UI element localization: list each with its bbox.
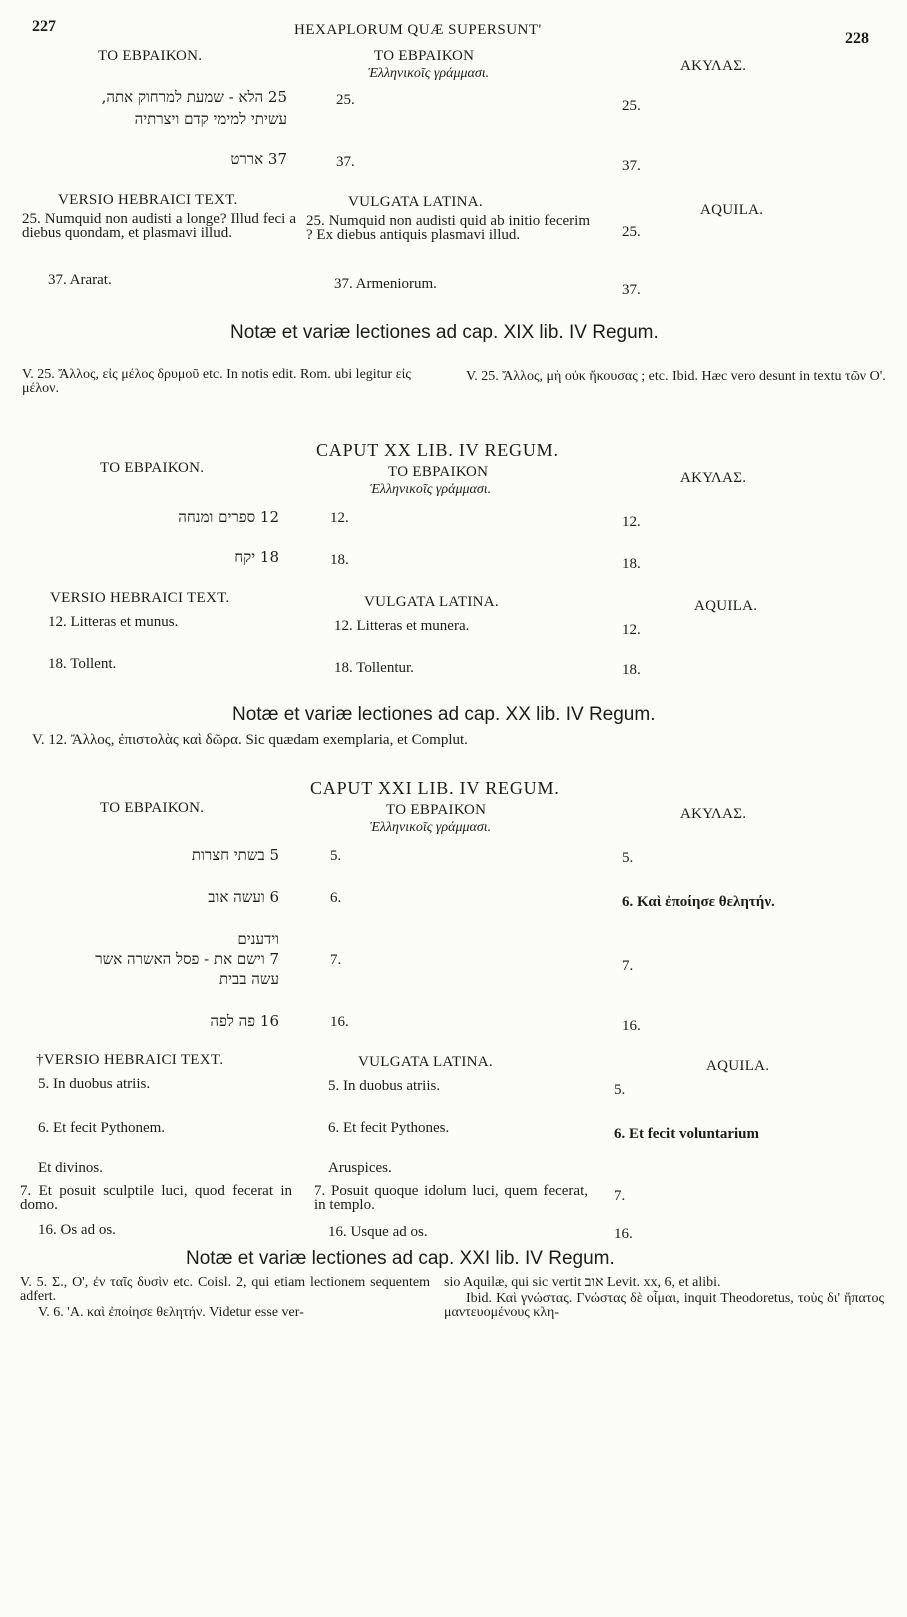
greek-verse-5: 5.	[330, 848, 342, 864]
aquila-latin-verse-25: 25.	[622, 224, 641, 240]
aquila-verse-37: 37.	[622, 158, 641, 174]
notae-title-xxi: Notæ et variæ lectiones ad cap. XXI lib. IV Regum.	[186, 1248, 615, 1269]
vulgata-verse-16: 16. Usque ad os.	[328, 1224, 428, 1240]
greek-verse-7: 7.	[330, 952, 342, 968]
aquila-verse-5: 5.	[622, 850, 634, 866]
hebrew-text-5: 5 בשתי חצרות	[191, 846, 279, 864]
versio-header: VERSIO HEBRAICI TEXT.	[58, 192, 238, 208]
notae-title-xx: Notæ et variæ lectiones ad cap. XX lib. IV Regum.	[232, 704, 656, 725]
aquila-verse-25: 25.	[622, 98, 641, 114]
aquila-latin-verse-18: 18.	[622, 662, 641, 678]
greek-verse-16: 16.	[330, 1014, 349, 1030]
hebrew-text-6: 6 ועשה אוב	[208, 888, 279, 906]
versio-verse-18: 18. Tollent.	[48, 656, 117, 672]
col-subheader-greek: Ἑλληνικοῖς γράμμασι.	[370, 482, 492, 497]
greek-verse-18: 18.	[330, 552, 349, 568]
notae-xx-line: V. 12. Ἄλλος, ἐπιστολὰς καὶ δῶρα. Sic quædam exemplaria, et Complut.	[32, 732, 468, 748]
aquila-verse-12: 12.	[622, 514, 641, 530]
vulgata-verse-7: 7. Posuit quoque idolum luci, quem fecerat, in templo.	[314, 1183, 588, 1213]
versio-verse-6b: Et divinos.	[38, 1160, 104, 1176]
versio-header: VERSIO HEBRAICI TEXT.	[50, 590, 230, 606]
col-header-greek: ΤΟ ΕΒΡΑΙΚΟΝ	[386, 802, 487, 818]
vulgata-verse-18: 18. Tollentur.	[334, 660, 414, 676]
hebrew-text-12: 12 ספרים ומנחה	[178, 508, 279, 526]
page-number-left: 227	[32, 18, 56, 35]
notae-xix-right: V. 25. Ἄλλος, μὴ οὐκ ἤκουσας ; etc. Ibid. Hæc vero desunt in textu τῶν Ο'.	[466, 369, 886, 384]
col-header-aquila: ΑΚΥΛΑΣ.	[680, 806, 747, 822]
running-title: HEXAPLORUM QUÆ SUPERSUNT'	[294, 22, 542, 38]
col-header-aquila: ΑΚΥΛΑΣ.	[680, 58, 747, 74]
versio-verse-5: 5. In duobus atriis.	[38, 1076, 151, 1092]
page-number-right: 228	[845, 30, 869, 47]
hebrew-text-25b: עשיתי למימי קדם ויצרתיה	[134, 110, 287, 128]
col-header-hebrew: ΤΟ ΕΒΡΑΙΚΟΝ.	[98, 48, 203, 64]
notae-xix-left: V. 25. Ἄλλος, εἰς μέλος δρυμοῦ etc. In notis edit. Rom. ubi legitur εἰς μέλον.	[22, 367, 411, 396]
aquila-latin-verse-6: 6. Et fecit voluntarium	[614, 1126, 759, 1142]
caput-xx-heading: CAPUT XX LIB. IV REGUM.	[316, 440, 559, 460]
versio-verse-16: 16. Os ad os.	[38, 1222, 116, 1238]
vulgata-verse-6: 6. Et fecit Pythones.	[328, 1120, 450, 1136]
vulgata-verse-25: 25. Numquid non audisti quid ab initio fecerim ? Ex diebus antiquis plasmavi illud.	[306, 213, 590, 243]
notae-xxi-left-2: V. 6. 'Α. καὶ ἐποίησε θελητήν. Videtur esse ver-	[38, 1305, 304, 1320]
versio-verse-12: 12. Litteras et munus.	[48, 614, 179, 630]
vulgata-verse-12: 12. Litteras et munera.	[334, 618, 470, 634]
versio-verse-7: 7. Et posuit sculptile luci, quod fecerat in domo.	[20, 1183, 292, 1213]
hebrew-text-37: 37 אררט	[230, 150, 287, 168]
notae-xxi-right-1: sio Aquilæ, qui sic vertit אוב Levit. xx, 6, et alibi.	[444, 1275, 721, 1290]
vulgata-verse-37: 37. Armeniorum.	[334, 276, 437, 292]
col-subheader-greek: Ἑλληνικοῖς γράμμασι.	[368, 66, 490, 81]
caput-xxi-heading: CAPUT XXI LIB. IV REGUM.	[310, 778, 560, 798]
vulgata-verse-6b: Aruspices.	[328, 1160, 392, 1176]
col-subheader-greek: Ἑλληνικοῖς γράμμασι.	[370, 820, 492, 835]
aquila-verse-18: 18.	[622, 556, 641, 572]
aquila-latin-verse-12: 12.	[622, 622, 641, 638]
greek-verse-12: 12.	[330, 510, 349, 526]
vulgata-header: VULGATA LATINA.	[364, 594, 499, 610]
greek-verse-25: 25.	[336, 92, 355, 108]
aquila-header: AQUILA.	[694, 598, 758, 614]
notae-title-xix: Notæ et variæ lectiones ad cap. XIX lib. IV Regum.	[230, 322, 659, 343]
hebrew-text-7-pre: וידענים	[237, 930, 279, 948]
col-header-aquila: ΑΚΥΛΑΣ.	[680, 470, 747, 486]
aquila-latin-verse-37: 37.	[622, 282, 641, 298]
hebrew-text-16: 16 פה לפה	[210, 1012, 279, 1030]
aquila-verse-7: 7.	[622, 958, 634, 974]
versio-verse-6: 6. Et fecit Pythonem.	[38, 1120, 166, 1136]
col-header-greek: ΤΟ ΕΒΡΑΙΚΟΝ	[374, 48, 475, 64]
aquila-verse-16: 16.	[622, 1018, 641, 1034]
hebrew-text-7: 7 וישם את - פסל האשרה אשר	[95, 950, 279, 968]
aquila-verse-6: 6. Καὶ ἐποίησε θελητήν.	[622, 894, 775, 910]
aquila-latin-verse-5: 5.	[614, 1082, 626, 1098]
aquila-header: AQUILA.	[706, 1058, 770, 1074]
hebrew-text-25a: 25 הלא - שמעת למרחוק אתה,	[101, 88, 287, 106]
hebrew-text-18: 18 יקח	[234, 548, 279, 566]
greek-verse-6: 6.	[330, 890, 342, 906]
aquila-header: AQUILA.	[700, 202, 764, 218]
notae-xxi-right-2: Ibid. Καὶ γνώστας. Γνώστας δὲ οἶμαι, inquit Theodoretus, τοὺς δι' ἥπατος μαντευομένους κλη-	[444, 1291, 884, 1320]
col-header-hebrew: ΤΟ ΕΒΡΑΙΚΟΝ.	[100, 800, 205, 816]
versio-header: †VERSIO HEBRAICI TEXT.	[36, 1052, 224, 1068]
aquila-latin-verse-16: 16.	[614, 1226, 633, 1242]
vulgata-header: VULGATA LATINA.	[348, 194, 483, 210]
vulgata-header: VULGATA LATINA.	[358, 1054, 493, 1070]
aquila-latin-verse-7: 7.	[614, 1188, 626, 1204]
versio-verse-25: 25. Numquid non audisti a longe? Illud feci a diebus quondam, et plasmavi illud.	[22, 211, 296, 241]
col-header-hebrew: ΤΟ ΕΒΡΑΙΚΟΝ.	[100, 460, 205, 476]
greek-verse-37: 37.	[336, 154, 355, 170]
notae-xxi-left-1: V. 5. Σ., Ο', ἐν ταῖς δυσὶν etc. Coisl. 2, qui etiam lectionem sequentem adfert.	[20, 1275, 430, 1304]
hebrew-text-7-post: עשה בבית	[218, 970, 279, 988]
col-header-greek: ΤΟ ΕΒΡΑΙΚΟΝ	[388, 464, 489, 480]
versio-verse-37: 37. Ararat.	[48, 272, 112, 288]
vulgata-verse-5: 5. In duobus atriis.	[328, 1078, 441, 1094]
